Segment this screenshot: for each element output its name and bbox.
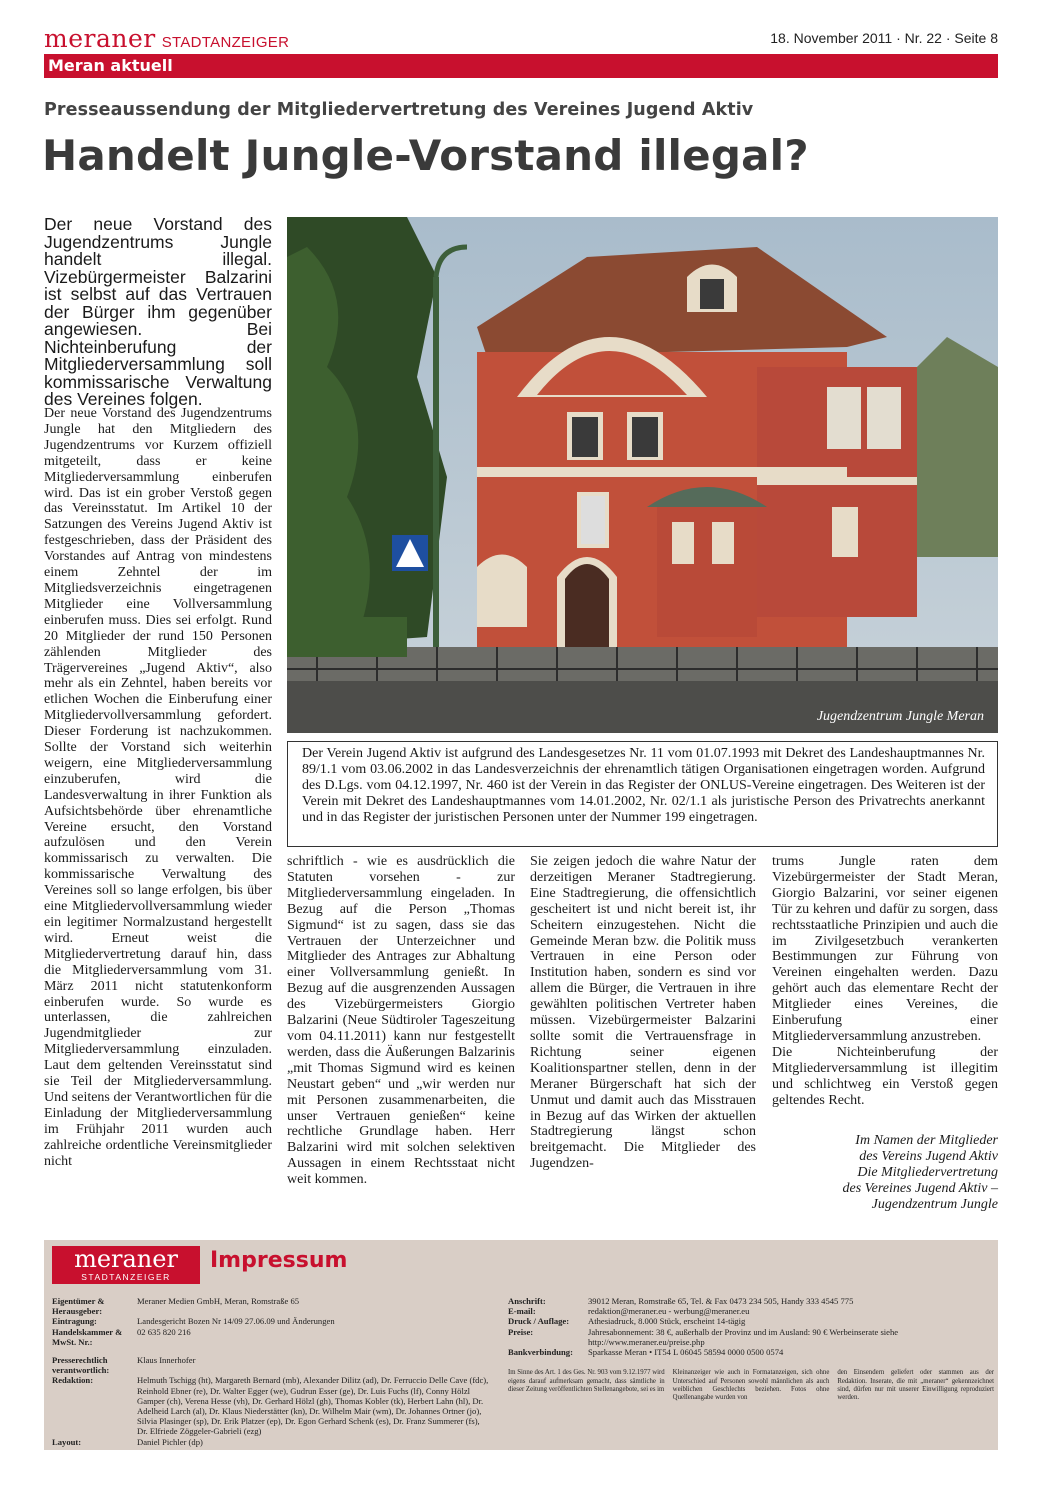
impressum-value: Jahresabonnement: 38 €, außerhalb der Provinz und im Ausland: 90 € Werbeinserate siehe http://www.meraner.eu/preise.php [588, 1326, 899, 1347]
impressum-left-column [52, 1296, 492, 1447]
article-column-4 [772, 854, 998, 1213]
impressum-label: Presserechtlich verantwortlich: [52, 1355, 110, 1376]
impressum-row [52, 1327, 492, 1347]
impressum-value: 39012 Meran, Romstraße 65, Tel. & Fax 0473 234 505, Handy 333 4545 775 [588, 1296, 854, 1306]
signature-line: des Vereins Jugend Aktiv [859, 1148, 998, 1164]
signature-line: Die Mitgliedervertretung [857, 1164, 998, 1180]
brand-logo[interactable] [44, 24, 289, 58]
dateline: 18. November 2011 · Nr. 22 · Seite 8 [770, 30, 998, 46]
impressum-label: E-mail: [508, 1306, 536, 1317]
impressum-row [52, 1296, 492, 1316]
villa-illustration [287, 217, 998, 733]
impressum-row[interactable] [508, 1306, 994, 1316]
impressum-legal-notice [508, 1369, 994, 1403]
impressum-row [52, 1316, 492, 1326]
section-bar [44, 54, 998, 78]
headline: Handelt Jungle-Vorstand illegal? [42, 131, 809, 180]
legal-notice-col: den Einsendern geliefert oder stammen aus der Redaktion. Inserate, die mit „meraner“ gekennzeichnet sind, dürfen nur mit unserer Einwilligung reproduziert werden. [837, 1369, 995, 1402]
impressum-row [508, 1296, 994, 1306]
impressum-label: Eigentümer & Herausgeber: [52, 1296, 105, 1317]
impressum-label: Layout: [52, 1436, 82, 1447]
article-photo [287, 217, 998, 733]
email-link[interactable]: redaktion@meraner.eu - werbung@meraner.eu [588, 1306, 750, 1317]
kicker: Presseaussendung der Mitgliedervertretung des Vereines Jugend Aktiv [44, 100, 754, 120]
impressum-label: Eintragung: [52, 1316, 97, 1327]
impressum-right-column [508, 1296, 994, 1403]
info-box: Der Verein Jugend Aktiv ist aufgrund des Landesgesetzes Nr. 11 vom 01.07.1993 mit Dekret des Landeshauptmannes Nr. 89/1.1 vom 03.06.2002 in das Landesverzeichnis der ehrenamtlich tätigen Organisationen eingetragen worden. Aufgrund des D.Lgs. vom 04.12.1997, Nr. 460 ist der Verein in das Register der ONLUS-Vereine eingetragen. Des Weiteren ist der Verein mit Dekret des Landeshauptmannes vom 14.01.2002, Nr. 02/1.1 als juristische Person des Privatrechts anerkannt und in das Register der juristischen Personen unter der Nummer 199 eingetragen. [287, 741, 998, 847]
impressum-value: 02 635 820 216 [137, 1326, 191, 1337]
impressum-value: Helmuth Tschigg (ht), Margareth Bernard (mb), Alexander Dilitz (ad), Dr. Ferruccio Delle Cave (fdc), Reinhold Ebner (re), Dr. Walter Egger (we), Gudrun Esser (ge), Dr. Luis Fuchs (lf), Conny Hölzl Gamper (ch), Verena Hesse (vh), Dr. Gerhard Hölzl (gh), Thomas Kobler (tk), Herbert Lahn (hl), Dr. Adelheid Larch (al), Dr. Klaus Niederstätter (kn), Dr. Wilhelm Mair (wm), Dr. Johannes Ortner (jo), Silvia Plasinger (sp), Dr. Erik Platzer (ep), Dr. Egon Gerhard Schenk (es), Dr. Franz Summerer (fs), Dr. Elfriede Zöggeler-Gabrieli (ezg) [137, 1375, 489, 1437]
impressum-label: Preise: [508, 1326, 534, 1337]
impressum-value: Daniel Pichler (dp) [137, 1436, 203, 1447]
impressum-row [508, 1316, 994, 1326]
impressum-row [508, 1347, 994, 1357]
impressum-label: Handelskammer & MwSt. Nr.: [52, 1326, 123, 1347]
signature-line: Im Namen der Mitglieder [855, 1132, 998, 1148]
impressum-label: Bankverbindung: [508, 1347, 573, 1358]
impressum-value: Landesgericht Bozen Nr 14/09 27.06.09 und Änderungen [137, 1316, 335, 1327]
impressum-label: Druck / Auflage: [508, 1316, 570, 1327]
legal-notice-col: Kleinanzeiger wie auch in Formatanzeigen, sich ohne Unterschied auf Personen sowohl männlichen als auch weiblichen Geschlechts beziehen. Fotos ohne Quellenangabe wurden von [672, 1369, 830, 1402]
legal-notice-col: Im Sinne des Art. 1 des Ges. Nr. 903 vom 9.12.1977 wird eigens darauf aufmerksam gemacht, dass sämtliche in dieser Zeitung veröffentlichten Stellenangebote, sei es im [508, 1369, 665, 1394]
impressum-row [508, 1327, 994, 1347]
lead-paragraph: Der neue Vorstand des Jugendzentrums Jungle handelt illegal. Vizebürgermeister Balzarini ist selbst auf das Vertrauen der Bürger ihm gegenüber angewiesen. Bei Nichteinberufung der Mitgliederversammlung soll kommissarische Verwaltung des Vereines folgen. [44, 214, 272, 409]
masthead [44, 24, 998, 54]
impressum-value: Klaus Innerhofer [137, 1355, 196, 1366]
signature-line: Jugendzentrum Jungle [871, 1196, 998, 1212]
impressum-label: Redaktion: [52, 1375, 94, 1386]
impressum-logo [52, 1246, 200, 1284]
impressum-value: Athesiadruck, 8.000 Stück, erscheint 14-tägig [588, 1316, 746, 1327]
brand-sub: STADTANZEIGER [161, 34, 290, 51]
column-4-paragraph-1: trums Jungle raten dem Vizebürgermeister der Stadt Meran, Giorgio Balzarini, vor seiner eigenen Tür zu kehren und dafür zu sorgen, dass rechtsstaatliche Prinzipien und auch die im Zivilgesetzbuch verankerten Bestimmungen zur Führung von Vereinen eingehalten werden. Dazu gehört auch das elementare Recht der Mitglieder eines Vereines, die Einberufung einer Mitgliederversammlung anzustreben. [772, 854, 998, 1044]
brand-name: meraner [44, 24, 156, 53]
impressum-label: Anschrift: [508, 1296, 546, 1306]
signature-block [772, 1133, 998, 1213]
section-title: Meran aktuell [48, 56, 173, 75]
impressum-box [44, 1240, 998, 1450]
impressum-value: Sparkasse Meran • IT54 L 06045 58594 0000 0500 0574 [588, 1347, 784, 1358]
impressum-title: Impressum [210, 1248, 348, 1273]
article-column-2: schriftlich - wie es ausdrücklich die Statuten vorsehen - zur Mitgliederversammlung eingeladen. In Bezug auf die Person „Thomas Sigmund“ ist zu sagen, dass sie das Vertrauen der Unterzeichner und Mitglieder des Antrages zur Abhaltung einer Vollversammlung genießt. In Bezug auf die ausgrenzenden Aussagen des Vizebürgermeisters Giorgio Balzarini (Neue Südtiroler Tageszeitung vom 04.11.2011) kann nur festgestellt werden, dass die Äußerungen Balzarinis „mit Thomas Sigmund wird es keinen Neustart geben“ und „wir werden nur mit Personen zusammenarbeiten, die unser Vertrauen genießen“ keine rechtliche Grundlage haben. Herr Balzarini wird mit solchen selektiven Aussagen in einem Rechtsstaat nicht weit kommen. [287, 854, 515, 1188]
signature-line: des Vereines Jugend Aktiv – [842, 1180, 998, 1196]
article-column-3: Sie zeigen jedoch die wahre Natur der derzeitigen Meraner Stadtregierung. Eine Stadtregierung, die offensichtlich gescheitert ist und nicht bereit ist, ihr Scheitern einzugestehen. Nicht die Gemeinde Meran bzw. die Politik muss Vertrauen in eine Person oder Institution haben, sondern es sind vor allem die Bürger, die Vertrauen in ihre gewählten politischen Vertreter haben müssen. Vizebürgermeister Balzarini sollte somit die Vertrauensfrage in Richtung seiner eigenen Koalitionspartner stellen, denn in der Meraner Bürgerschaft hat sich der Unmut und damit auch das Misstrauen in Bezug auf das Wirken der aktuellen Stadtregierung längst schon breitgemacht. Die Mitglieder des Jugendzen- [530, 854, 756, 1172]
impressum-row [52, 1437, 492, 1447]
column-4-paragraph-2: Die Nichteinberufung der Mitgliederversammlung ist illegitim und schlichtweg ein Verstoß gegen geltendes Recht. [772, 1044, 998, 1108]
impressum-row [52, 1375, 492, 1436]
impressum-logo-sub: STADTANZEIGER [81, 1272, 171, 1282]
impressum-value: Meraner Medien GmbH, Meran, Romstraße 65 [137, 1296, 300, 1306]
article-column-1: Der neue Vorstand des Jugendzentrums Jungle hat den Mitgliedern des Jugendzentrums vor Kurzem offiziell mitgeteilt, dass er keine Mitgliederversammlung einberufen wird. Das ist ein grober Verstoß gegen das Vereinsstatut. Im Artikel 10 der Satzungen des Vereins Jugend Aktiv ist festgeschrieben, dass der Präsident des Vorstandes auf Antrag von mindestens einem Zehntel der im Mitgliedsverzeichnis eingetragenen Mitglieder eine Vollversammlung einberufen muss. Dies sei erfolgt. Rund 20 Mitglieder der rund 150 Personen zählenden Mitglieder des Trägervereines „Jugend Aktiv“, also mehr als ein Zehntel, haben bereits vor etlichen Wochen die Einberufung einer Mitgliedervollversammlung gefordert. Dieser Forderung ist nachzukommen. Sollte der Vorstand sich weiterhin weigern, eine Mitgliederversammlung einzuberufen, wird die Landesverwaltung in ihrer Funktion als Aufsichtsbehörde über ehrenamtliche Vereine ersucht, den Vorstand aufzulösen und den Verein kommissarisch zu verwalten. Die kommissarische Verwaltung des Vereines soll so lange erfolgen, bis über eine Mitgliedervollversammlung wieder ein legitimer Normalzustand hergestellt wird. Erneut weist die Mitgliedervertretung darauf hin, dass die Mitgliederversammlung vom 31. März 2011 nicht statutenkonform einberufen wurde. So wurde es unterlassen, die zahlreichen Jugendmitglieder zur Mitgliederversammlung einzuladen. Laut dem geltenden Vereinsstatut sind sie Teil der Mitgliederversammlung. Und seitens der Verantwortlichen für die Einladung der Mitgliederversammlung im Frühjahr 2011 wurden auch zahlreiche ordentliche Vereinsmitglieder nicht [44, 406, 272, 1169]
photo-caption: Jugendzentrum Jungle Meran [816, 709, 984, 724]
impressum-logo-main: meraner [74, 1245, 178, 1273]
impressum-row [52, 1355, 492, 1375]
